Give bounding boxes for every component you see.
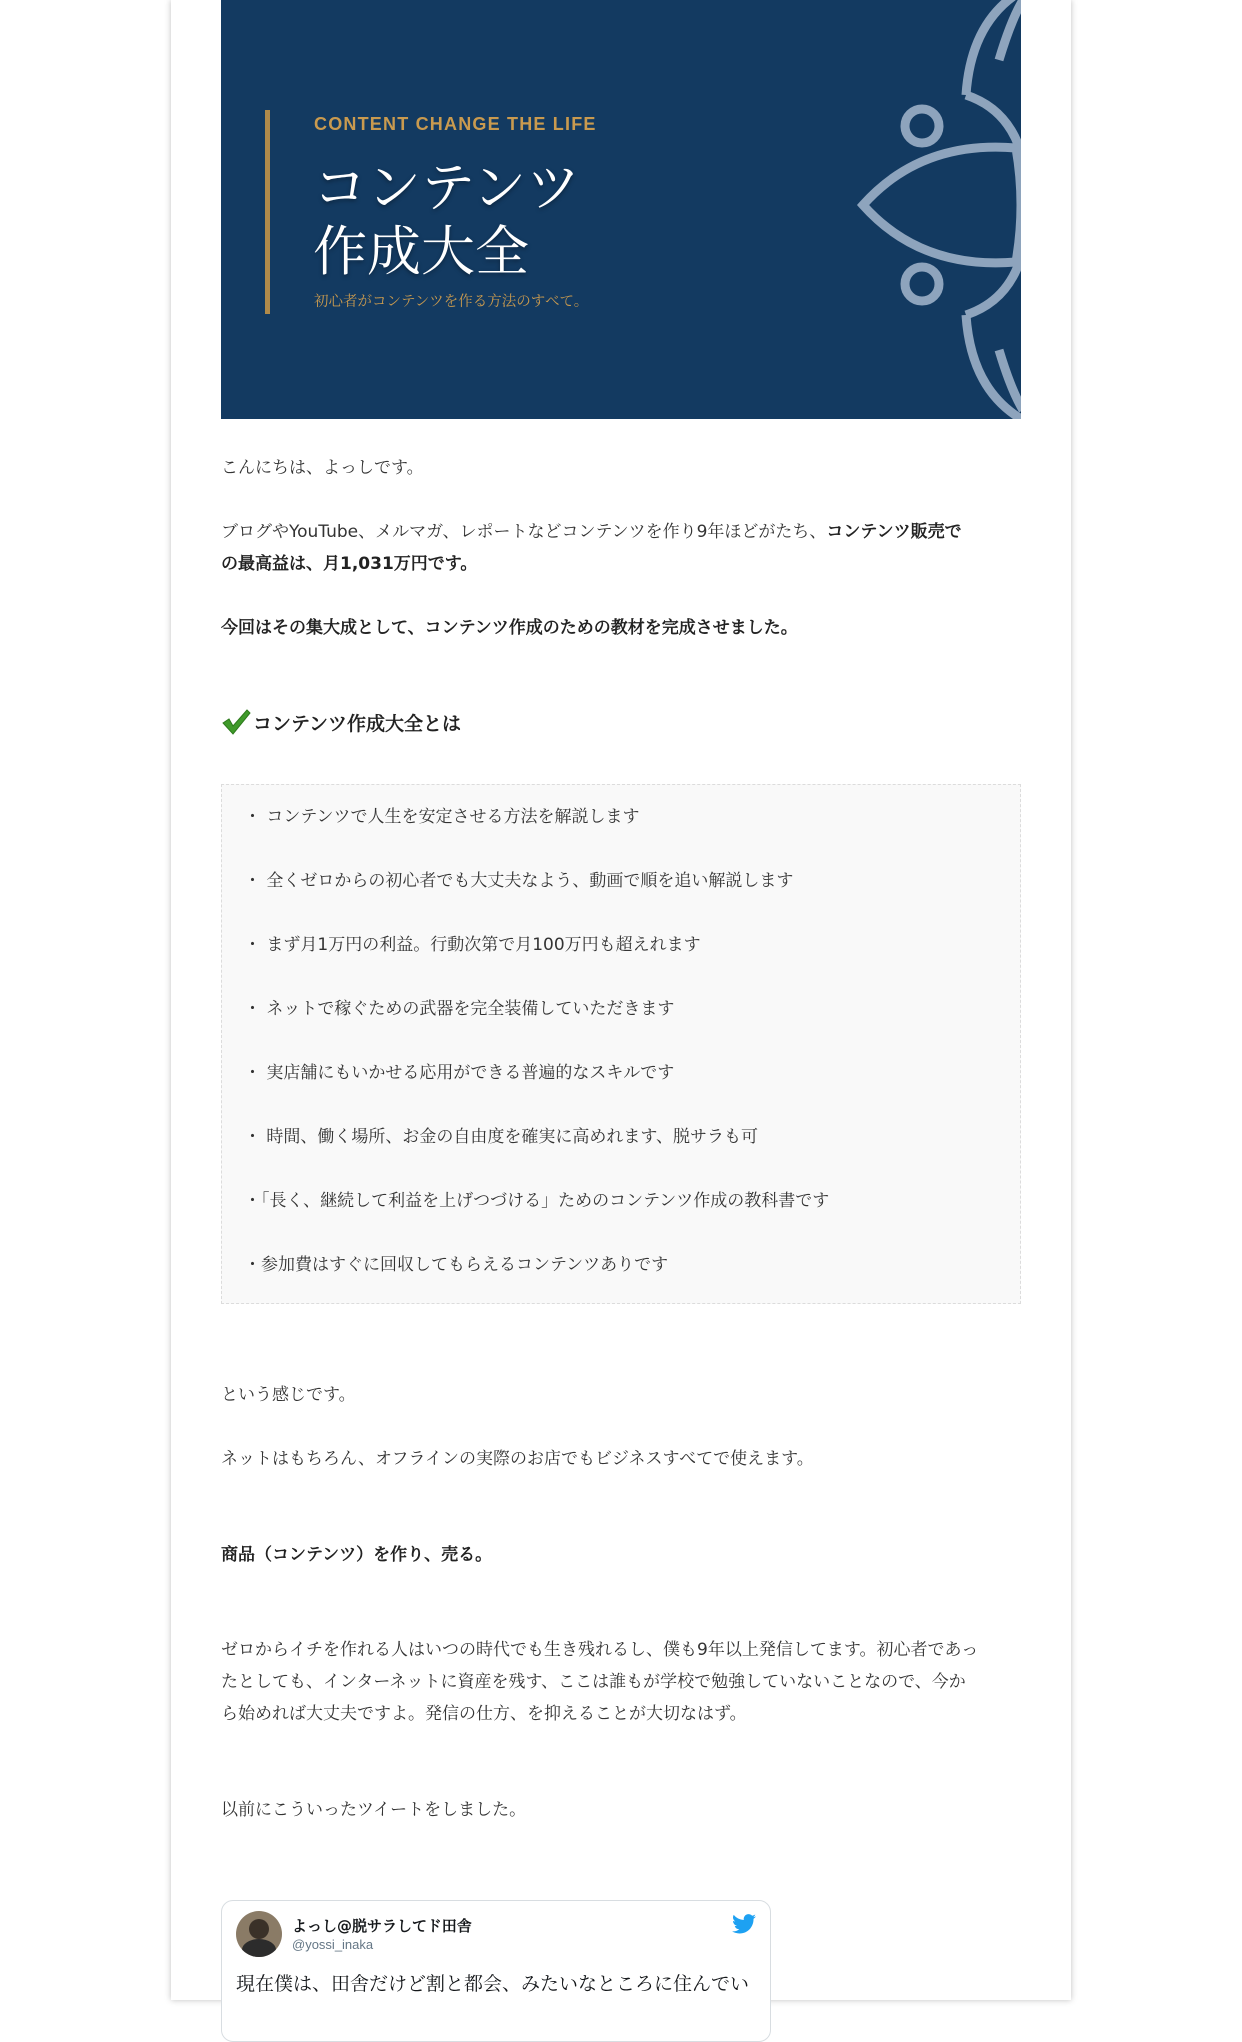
body-paragraph-line: ら始めれば大丈夫ですよ。発信の仕方、を抑えることが大切なはず。 <box>221 1704 747 1724</box>
flower-ornament-icon <box>811 0 1021 419</box>
hero-banner <box>221 0 1021 419</box>
list-item: ・ まず月1万円の利益。行動次第で月100万円も超えれます <box>244 935 701 955</box>
section-heading <box>221 708 461 736</box>
career-text <box>221 516 1021 580</box>
feature-list-box <box>221 784 1021 1304</box>
section-heading-text: コンテンツ作成大全とは <box>253 712 462 735</box>
hero-title-line2: 作成大全 <box>313 220 529 283</box>
twitter-bird-icon[interactable] <box>732 1913 756 1935</box>
tweet-author-handle[interactable]: @yossi_inaka <box>292 1937 374 1952</box>
list-item: ・ コンテンツで人生を安定させる方法を解説します <box>244 807 640 827</box>
motto-text: 商品（コンテンツ）を作り、売る。 <box>221 1545 493 1565</box>
hero-title <box>313 156 580 284</box>
embedded-tweet[interactable] <box>221 1900 771 2042</box>
career-text-plain: ブログやYouTube、メルマガ、レポートなどコンテンツを作り9年ほどがたち、 <box>221 522 827 542</box>
greeting-text: こんにちは、よっしです。 <box>221 458 424 478</box>
tweet-intro-text: 以前にこういったツイートをしました。 <box>221 1800 527 1820</box>
list-item: ・ ネットで稼ぐための武器を完全装備していただきます <box>244 999 675 1019</box>
usage-text: ネットはもちろん、オフラインの実際のお店でもビジネスすべてで使えます。 <box>221 1449 814 1469</box>
article-card <box>171 0 1071 2000</box>
article-content <box>221 0 1021 1995</box>
hero-accent-bar <box>265 110 270 314</box>
list-item: ・「長く、継続して利益を上げつづける」ためのコンテンツ作成の教科書です <box>244 1191 830 1211</box>
announcement-text: 今回はその集大成として、コンテンツ作成のための教材を完成させました。 <box>221 618 798 638</box>
body-paragraph <box>221 1634 1021 1730</box>
list-item: ・ 実店舗にもいかせる応用ができる普遍的なスキルです <box>244 1063 675 1083</box>
hero-subtitle: 初心者がコンテンツを作る方法のすべて。 <box>314 294 589 310</box>
list-item: ・ 全くゼロからの初心者でも大丈夫なよう、動画で順を追い解説します <box>244 871 794 891</box>
body-paragraph-line: たとしても、インターネットに資産を残す、ここは誰もが学校で勉強していないことなので、今か <box>221 1672 966 1692</box>
check-mark-icon <box>221 708 251 736</box>
summary-text: という感じです。 <box>221 1385 356 1405</box>
list-item: ・参加費はすぐに回収してもらえるコンテンツありです <box>244 1255 669 1275</box>
body-paragraph-line: ゼロからイチを作れる人はいつの時代でも生き残れるし、僕も9年以上発信してます。初心者であっ <box>221 1640 979 1660</box>
hero-title-line1: コンテンツ <box>313 156 581 219</box>
hero-eyebrow: CONTENT CHANGE THE LIFE <box>314 114 597 134</box>
avatar[interactable] <box>236 1911 282 1957</box>
tweet-text: 現在僕は、田舎だけど割と都会、みたいなところに住んでい <box>236 1973 750 1995</box>
career-text-highlight: コンテンツ販売で <box>826 522 962 542</box>
career-text-highlight-2: の最高益は、月1,031万円です。 <box>221 554 478 574</box>
list-item: ・ 時間、働く場所、お金の自由度を確実に高めれます、脱サラも可 <box>244 1127 759 1147</box>
tweet-author-name[interactable]: よっし@脱サラしてド田舎 <box>292 1917 472 1935</box>
